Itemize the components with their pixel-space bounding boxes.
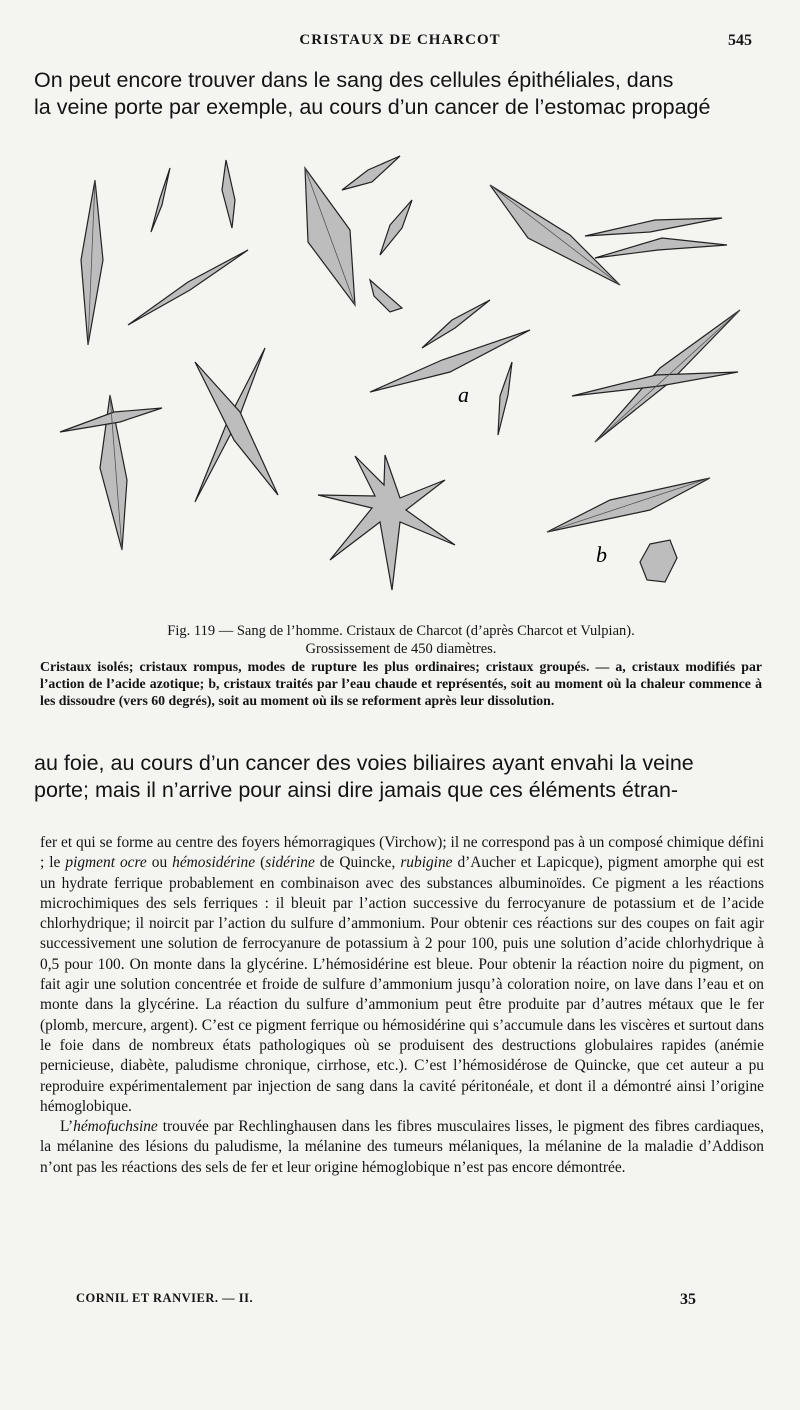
caption-body: Cristaux isolés; cristaux rompus, modes de rupture les plus ordinaires; cristaux groupés. — a, cristaux modifiés par l’action de l’acide azotique; b, cristaux traités par l’eau chaude et représentés, soit au moment où la chaleur commence à les dissoudre (vers 60 degrés), soit au moment où ils se reforment après leur dissolution. [40, 659, 762, 708]
crystal [222, 160, 235, 228]
crystal [128, 250, 248, 325]
star-crystal [318, 455, 455, 590]
crystal [81, 180, 103, 345]
term-siderine: sidérine [265, 854, 315, 872]
crystal [151, 168, 170, 232]
continuation-paragraph [34, 750, 758, 804]
text-run: trouvée par Rechlinghausen dans les fibres musculaires lisses, le pigment des fibres cardiaques, la mélanine des lésions du paludisme, la mélanine des tumeurs mélaniques, la mélanine de la maladie d’Addison n’ont pas les réactions des sels de fer et leur origine hémoglobique n’est pas encore démontrée. [40, 1118, 764, 1176]
text-run: de Quincke, [314, 854, 401, 872]
text-run: d’Aucher et Lapicque), pigment amorphe qui est un hydrate ferrique probablement en combinaison avec des substances albuminoïdes. Ce pigment a les réactions microchimiques des sels ferriques : il bleuit par l’action successive du ferrocyanure de potassium et de l’acide chlorhydrique; il noircit par l’action du sulfure d’ammonium. Pour obtenir ces réactions sur des coupes on fait agir successivement une solution de ferrocyanure de potassium à 2 pour 100, puis une solution d’acide chlorhydrique à 0,5 pour 100. On monte dans la glycérine. L’hémosidérine est bleue. Pour obtenir la réaction noire du pigment, on fait agir une solution concentrée et froide de sulfure d’ammonium jusqu’à coloration noire, on lave dans l’eau et on monte dans la glycérine. La réaction du sulfure d’ammonium peut être produite par d’autres métaux que le fer (plomb, mercure, argent). C’est ce pigment ferrique ou hémosidérine qui s’accumule dans les viscères et surtout dans le foie dans de nombreux états pathologiques où se produisent des destructions globulaires rapides (anémie pernicieuse, diabète, paludisme chronique, cirrhose, etc.). C’est l’hémosidérose de Quincke, que cet auteur a pu reproduire expérimentalement par injection de sang dans la cavité péritonéale, et dont il a démontré ainsi l’origine hémoglobique. [40, 854, 764, 1115]
term-rubigine: rubigine [400, 854, 453, 872]
intro-line-1: On peut encore trouver dans le sang des cellules épithéliales, dans [34, 68, 674, 92]
crystal [498, 362, 512, 435]
crystal [422, 300, 490, 348]
text-run: ( [255, 854, 266, 872]
footer-signature: 35 [680, 1291, 696, 1308]
text-run: L’ [60, 1118, 74, 1136]
crystal [380, 200, 412, 255]
figure-119-charcot-crystals [50, 150, 750, 600]
continuation-line-2: porte; mais il n’arrive pour ainsi dire jamais que ces éléments étran- [34, 778, 679, 802]
running-title: CRISTAUX DE CHARCOT [299, 32, 501, 48]
page-footer [76, 1291, 696, 1313]
body-paragraph-2 [40, 1117, 764, 1178]
continuation-line-1: au foie, au cours d’un cancer des voies biliaires ayant envahi la veine [34, 751, 694, 775]
term-hemosiderine: hémosidérine [172, 854, 256, 872]
caption-title-line-2: Grossissement de 450 diamètres. [305, 641, 497, 657]
figure-label-a: a [458, 382, 469, 407]
text-run: fer et qui se forme au centre des foyers hémorragiques (Virchow); il ne correspond pas à un composé chimique défini ; le [40, 834, 764, 872]
figure-caption [40, 622, 762, 709]
crystal [585, 218, 722, 236]
term-pigment-ocre: pigment ocre [65, 854, 147, 872]
body-paragraph-1 [40, 833, 764, 1117]
text-run: ou [146, 854, 173, 872]
crystal [595, 238, 727, 258]
page-number: 545 [728, 32, 752, 49]
body-text [40, 833, 764, 1178]
term-hemofuchsine: hémofuchsine [73, 1118, 158, 1136]
intro-line-2: la veine porte par exemple, au cours d’un cancer de l’estomac propagé [34, 95, 711, 119]
crystal [370, 280, 402, 312]
page-header [0, 32, 800, 54]
footer-authors: CORNIL ET RANVIER. — II. [76, 1291, 254, 1305]
figure-label-b: b [596, 542, 607, 567]
crystal [342, 156, 400, 190]
intro-paragraph [34, 67, 758, 121]
caption-title-line-1: Fig. 119 — Sang de l’homme. Cristaux de Charcot (d’après Charcot et Vulpian). [167, 623, 635, 639]
crystal-b [640, 540, 677, 582]
